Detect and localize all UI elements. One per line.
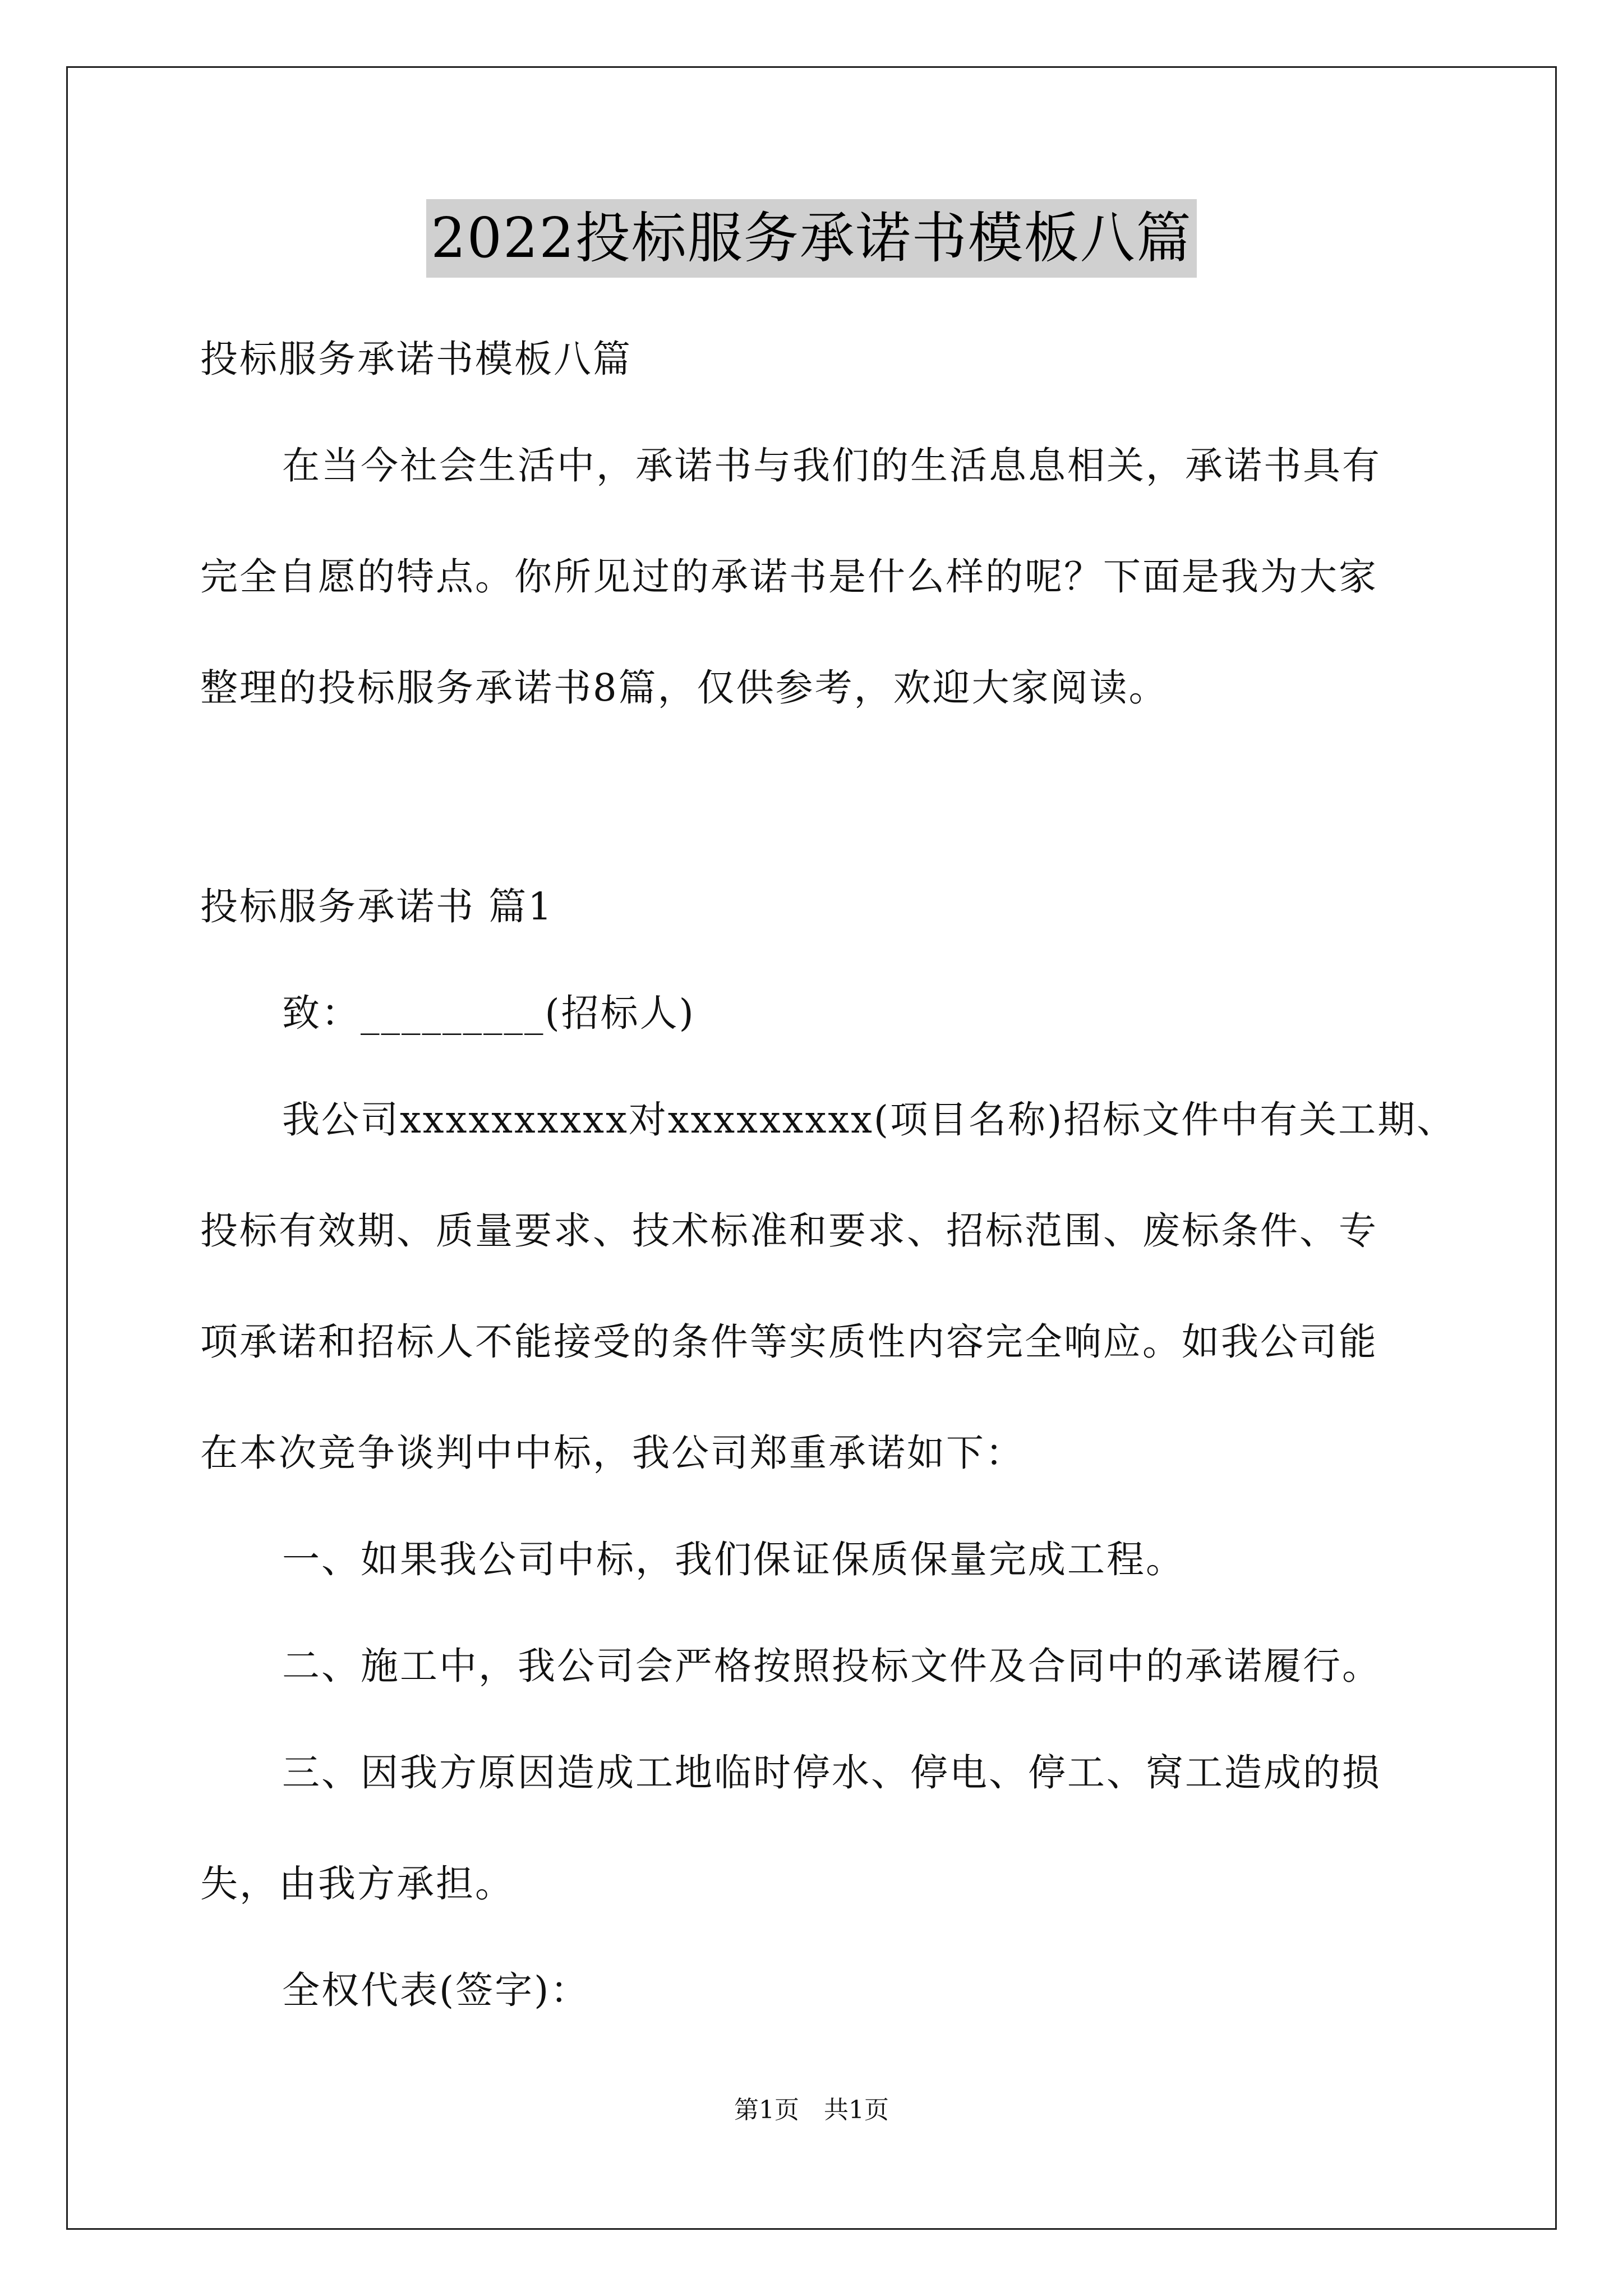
commitment-item-2: 二、施工中，我公司会严格按照投标文件及合同中的承诺履行。 xyxy=(282,1644,1381,1688)
intro-line: 在当今社会生活中，承诺书与我们的生活息息相关，承诺书具有 xyxy=(282,444,1381,487)
body-line: 我公司xxxxxxxxxx对xxxxxxxxx(项目名称)招标文件中有关工期、 xyxy=(282,1098,1456,1142)
page-footer xyxy=(0,2093,1623,2127)
document-subtitle: 投标服务承诺书模板八篇 xyxy=(200,337,632,381)
addressee-line: 致：_________(招标人) xyxy=(282,991,695,1035)
item-3-line: 三、因我方原因造成工地临时停水、停电、停工、窝工造成的损 xyxy=(282,1751,1381,1795)
body-line: 在本次竞争谈判中中标，我公司郑重承诺如下： xyxy=(200,1431,1025,1475)
document-title: 2022投标服务承诺书模板八篇 xyxy=(426,199,1196,278)
intro-line: 整理的投标服务承诺书8篇，仅供参考，欢迎大家阅读。 xyxy=(200,666,1168,710)
body-line: 项承诺和招标人不能接受的条件等实质性内容完全响应。如我公司能 xyxy=(200,1320,1378,1364)
item-3-line: 失，由我方承担。 xyxy=(200,1862,514,1906)
document-body xyxy=(200,331,1456,2018)
intro-line: 完全自愿的特点。你所见过的承诺书是什么样的呢？下面是我为大家 xyxy=(200,555,1378,599)
section-heading: 投标服务承诺书 篇1 xyxy=(200,885,554,928)
title-container xyxy=(0,199,1623,278)
commitment-item-3 xyxy=(200,1745,1431,1912)
commitment-item-1: 一、如果我公司中标，我们保证保质保量完成工程。 xyxy=(282,1538,1185,1581)
page-number: 第1页 共1页 xyxy=(734,2096,889,2124)
body-line: 投标有效期、质量要求、技术标准和要求、招标范围、废标条件、专 xyxy=(200,1209,1378,1253)
intro-paragraph xyxy=(200,438,1431,716)
signature-label: 全权代表(签字)： xyxy=(282,1968,590,2012)
commitment-paragraph xyxy=(200,1092,1456,1481)
